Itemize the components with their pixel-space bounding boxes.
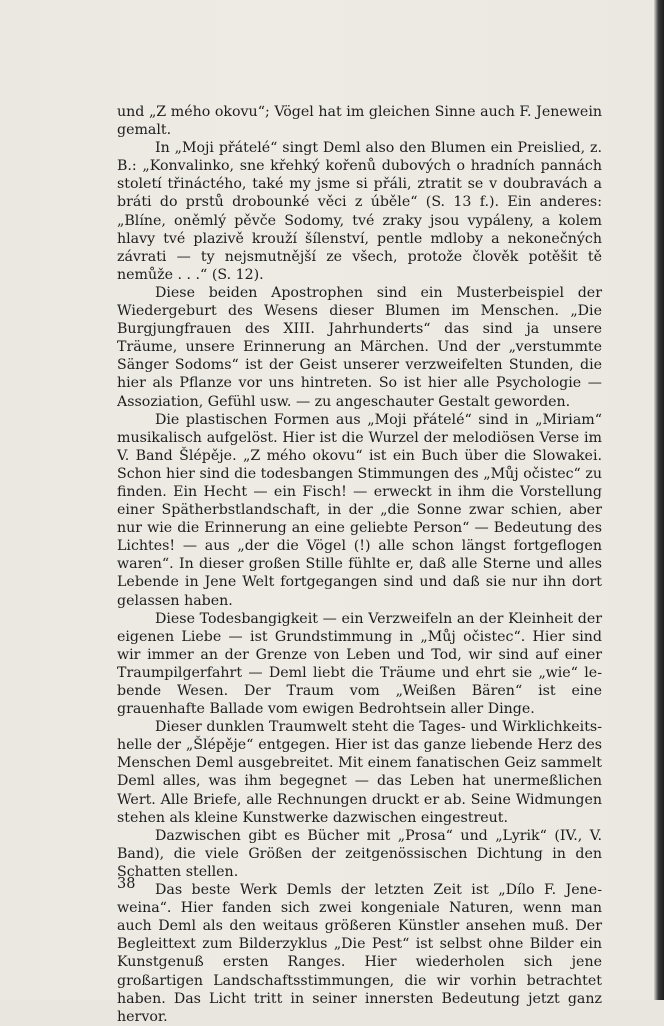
paragraph: Das beste Werk Demls der letzten Zeit ist „Dílo F. Jeneweina“. Hier fanden sich zwei kongeniale Naturen, wenn man auch Deml als den weitaus größeren Künstler ansehen muß. Der Begleittext zum Bilderzyklus „Die Pest“ ist selbst ohne Bilder ein Kunstgenuß ersten Ranges. Hier wiederholen sich jene großartigen Landschaftsstimmungen, die wir vorhin betrachtet haben. Das Licht tritt in seiner innersten Bedeutung jetzt ganz hervor.	[117, 882, 602, 1025]
paragraph: Diese Todesbangigkeit — ein Verzweifeln an der Kleinheit der eigenen Liebe — ist Grundstimmung in „Můj očistec“. Hier sind wir immer an der Grenze von Leben und Tod, wir sind auf einer Traumpilgerfahrt — Deml liebt die Träume und ehrt sie „wie“ lebende Wesen. Der Traum vom „Weißen Bären“ ist eine grauenhafte Ballade vom ewigen Bedrohtsein aller Dinge.	[117, 610, 602, 718]
paragraph: Dazwischen gibt es Bücher mit „Prosa“ und „Lyrik“ (IV., V. Band), die viele Größen der zeitgenössischen Dichtung in den Schatten stellen.	[117, 827, 602, 880]
paragraph: Die plastischen Formen aus „Moji přátelé“ sind in „Miriam“ musikalisch aufgelöst. Hier ist die Wurzel der melodiösen Verse im V. Band Šlépěje. „Z mého okovu“ ist ein Buch über die Slowakei. Schon hier sind die todesbangen Stimmungen des „Můj očistec“ zu finden. Ein Hecht — ein Fisch! — erweckt in ihm die Vorstellung einer Spätherbstlandschaft, in der „die Sonne zwar schien, aber nur wie die Erinnerung an eine geliebte Person“ — Bedeutung des Lichtes! — aus „der die Vögel (!) alle schon längst fortgeflogen waren“. In dieser großen Stille fühlte er, daß alle Sterne und alles Lebende in Jene Welt fortgegangen sind und daß sie nur ihn dort gelassen haben.	[117, 411, 602, 609]
paragraph: Dieser dunklen Traumwelt steht die Tages- und Wirklichkeitshelle der „Šlépěje“ entgegen. Hier ist das ganze liebende Herz des Menschen Deml ausgebreitet. Mit einem fanatischen Geiz sammelt Deml alles, was ihm begegnet — das Leben hat unermeßlichen Wert. Alle Briefe, alle Rechnungen druckt er ab. Seine Widmungen stehen als kleine Kunstwerke dazwischen eingestreut.	[117, 719, 602, 826]
paragraph: und „Z mého okovu“; Vögel hat im gleichen Sinne auch F. Jenewein gemalt.	[117, 104, 602, 139]
page-number: 38	[117, 876, 136, 892]
book-spine-edge	[654, 0, 664, 1000]
paragraph: Diese beiden Apostrophen sind ein Musterbeispiel der Wiedergeburt des Wesens dieser Blumen im Menschen. „Die Burgjungfrauen des XIII. Jahrhunderts“ das sind ja unsere Träume, unsere Erinnerung an Märchen. Und der „verstummte Sänger Sodoms“ ist der Geist unserer verzweifelten Stunden, die hier als Pflanze vor uns hintreten. So ist hier alle Psychologie — Assoziation, Gefühl usw. — zu angeschauter Gestalt geworden.	[117, 284, 602, 410]
body-text	[117, 103, 602, 1026]
paragraph: In „Moji přátelé“ singt Deml also den Blumen ein Preislied, z. B.: „Konvalinko, sne křehký kořenů dubových o hradních pannách století třináctého, také my jsme si přáli, ztratit se v doubravách a bráti do prstů drobounké věci z úběle“ (S. 13 f.). Ein anderes: „Blíne, oněmlý pěvče Sodomy, tvé zraky jsou vypáleny, a kolem hlavy tvé plazivě krouží šílenství, pentle mdloby a nekonečných závrati — ty nejsmutnější ze všech, protože člověk potěšit tě nemůže . . .“ (S. 12).	[117, 140, 602, 283]
